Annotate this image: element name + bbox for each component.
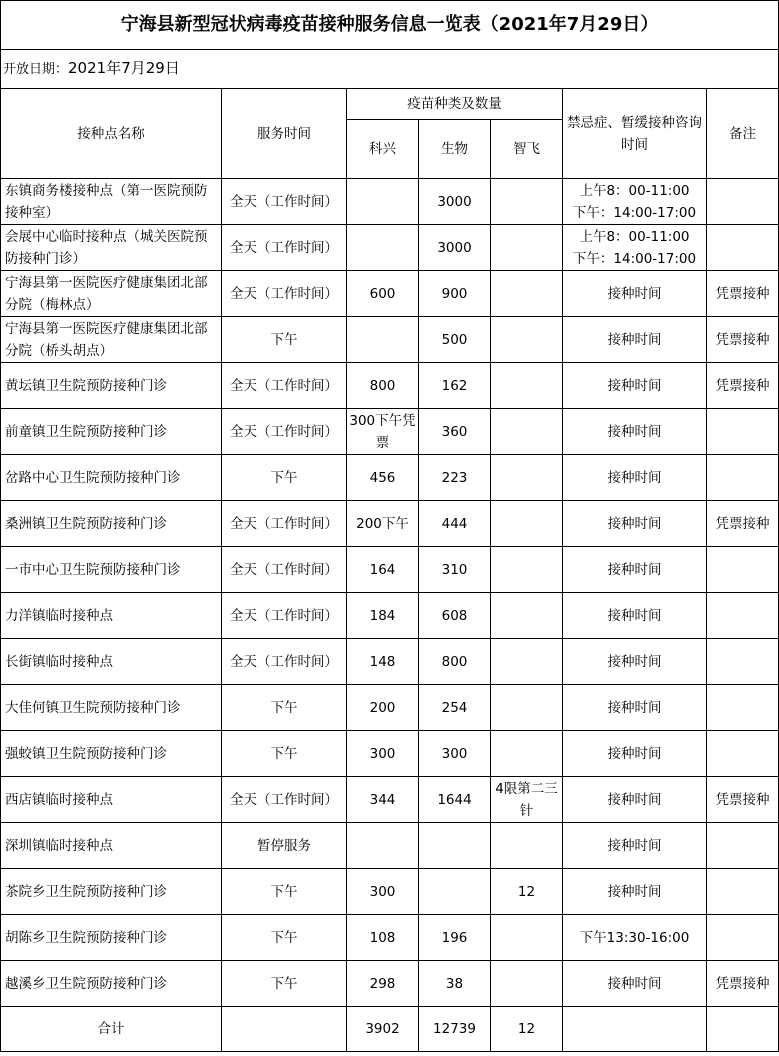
consult-time-cell: 接种时间: [563, 409, 707, 455]
service-hours-cell: 下午: [222, 685, 347, 731]
site-name-cell: 宁海县第一医院医疗健康集团北部分院（梅林点）: [1, 271, 222, 317]
header-hours: 服务时间: [222, 89, 347, 179]
table-row: [1, 179, 779, 225]
shengwu-count-cell: [419, 823, 491, 869]
consult-time-cell: 接种时间: [563, 961, 707, 1007]
kexing-count-cell: 600: [347, 271, 419, 317]
kexing-count-cell: 800: [347, 363, 419, 409]
consult-time-cell: 接种时间: [563, 547, 707, 593]
kexing-count-cell: 200: [347, 685, 419, 731]
service-hours-cell: 下午: [222, 915, 347, 961]
table-row: [1, 593, 779, 639]
consult-time-cell: 接种时间: [563, 317, 707, 363]
site-name-cell: 长街镇临时接种点: [1, 639, 222, 685]
kexing-count-cell: 300: [347, 731, 419, 777]
table-row: [1, 823, 779, 869]
shengwu-count-cell: 500: [419, 317, 491, 363]
consult-time-cell: 接种时间: [563, 731, 707, 777]
note-cell: [707, 823, 779, 869]
note-cell: 凭票接种: [707, 961, 779, 1007]
consult-time-cell: 接种时间: [563, 455, 707, 501]
service-hours-cell: 全天（工作时间）: [222, 271, 347, 317]
table-row: [1, 547, 779, 593]
shengwu-count-cell: 3000: [419, 225, 491, 271]
header-shengwu: 生物: [419, 120, 491, 179]
kexing-count-cell: 298: [347, 961, 419, 1007]
header-note: 备注: [707, 89, 779, 179]
shengwu-count-cell: 900: [419, 271, 491, 317]
site-name-cell: 茶院乡卫生院预防接种门诊: [1, 869, 222, 915]
zhifei-count-cell: [491, 225, 563, 271]
shengwu-count-cell: 444: [419, 501, 491, 547]
consult-time-cell: 接种时间: [563, 501, 707, 547]
shengwu-count-cell: 300: [419, 731, 491, 777]
total-consult: [563, 1007, 707, 1052]
note-cell: 凭票接种: [707, 363, 779, 409]
consult-time-cell: 接种时间: [563, 869, 707, 915]
service-hours-cell: 全天（工作时间）: [222, 547, 347, 593]
site-name-cell: 东镇商务楼接种点（第一医院预防接种室）: [1, 179, 222, 225]
header-kexing: 科兴: [347, 120, 419, 179]
shengwu-count-cell: 38: [419, 961, 491, 1007]
note-cell: 凭票接种: [707, 271, 779, 317]
shengwu-count-cell: 608: [419, 593, 491, 639]
consult-time-cell: 接种时间: [563, 363, 707, 409]
site-name-cell: 越溪乡卫生院预防接种门诊: [1, 961, 222, 1007]
consult-time-cell: 上午8：00-11:00 下午：14:00-17:00: [563, 179, 707, 225]
total-hours: [222, 1007, 347, 1052]
zhifei-count-cell: [491, 455, 563, 501]
consult-time-cell: 接种时间: [563, 271, 707, 317]
site-name-cell: 前童镇卫生院预防接种门诊: [1, 409, 222, 455]
page-title: 宁海县新型冠状病毒疫苗接种服务信息一览表（2021年7月29日）: [1, 1, 779, 50]
site-name-cell: 西店镇临时接种点: [1, 777, 222, 823]
total-zhifei: 12: [491, 1007, 563, 1052]
zhifei-count-cell: [491, 363, 563, 409]
note-cell: 凭票接种: [707, 317, 779, 363]
zhifei-count-cell: [491, 317, 563, 363]
shengwu-count-cell: 3000: [419, 179, 491, 225]
zhifei-count-cell: [491, 271, 563, 317]
open-date-row: [1, 50, 779, 89]
site-name-cell: 一市中心卫生院预防接种门诊: [1, 547, 222, 593]
shengwu-count-cell: 196: [419, 915, 491, 961]
consult-time-cell: 接种时间: [563, 593, 707, 639]
table-row: [1, 685, 779, 731]
zhifei-count-cell: [491, 685, 563, 731]
zhifei-count-cell: 12: [491, 869, 563, 915]
open-date-label: 开放日期：: [3, 62, 69, 77]
kexing-count-cell: [347, 317, 419, 363]
consult-time-cell: 接种时间: [563, 639, 707, 685]
kexing-count-cell: 300下午凭票: [347, 409, 419, 455]
service-hours-cell: 全天（工作时间）: [222, 409, 347, 455]
note-cell: 凭票接种: [707, 501, 779, 547]
table-row: [1, 639, 779, 685]
site-name-cell: 力洋镇临时接种点: [1, 593, 222, 639]
kexing-count-cell: [347, 823, 419, 869]
service-hours-cell: 全天（工作时间）: [222, 593, 347, 639]
kexing-count-cell: 344: [347, 777, 419, 823]
table-row: [1, 271, 779, 317]
site-name-cell: 胡陈乡卫生院预防接种门诊: [1, 915, 222, 961]
note-cell: [707, 593, 779, 639]
table-row: [1, 869, 779, 915]
zhifei-count-cell: 4限第二三针: [491, 777, 563, 823]
table-row: [1, 777, 779, 823]
shengwu-count-cell: [419, 869, 491, 915]
header-vaccine-group: 疫苗种类及数量: [347, 89, 563, 120]
site-name-cell: 会展中心临时接种点（城关医院预防接种门诊）: [1, 225, 222, 271]
total-shengwu: 12739: [419, 1007, 491, 1052]
zhifei-count-cell: [491, 179, 563, 225]
kexing-count-cell: [347, 225, 419, 271]
service-hours-cell: 全天（工作时间）: [222, 639, 347, 685]
note-cell: [707, 455, 779, 501]
service-hours-cell: 全天（工作时间）: [222, 363, 347, 409]
kexing-count-cell: 108: [347, 915, 419, 961]
consult-time-cell: 接种时间: [563, 777, 707, 823]
service-hours-cell: 下午: [222, 731, 347, 777]
table-row: [1, 409, 779, 455]
note-cell: [707, 179, 779, 225]
kexing-count-cell: 300: [347, 869, 419, 915]
consult-time-cell: 上午8：00-11:00 下午：14:00-17:00: [563, 225, 707, 271]
table-row: [1, 363, 779, 409]
zhifei-count-cell: [491, 547, 563, 593]
site-name-cell: 深圳镇临时接种点: [1, 823, 222, 869]
kexing-count-cell: 200下午: [347, 501, 419, 547]
zhifei-count-cell: [491, 731, 563, 777]
shengwu-count-cell: 310: [419, 547, 491, 593]
service-hours-cell: 暂停服务: [222, 823, 347, 869]
total-label: 合计: [1, 1007, 222, 1052]
zhifei-count-cell: [491, 501, 563, 547]
service-hours-cell: 下午: [222, 869, 347, 915]
shengwu-count-cell: 254: [419, 685, 491, 731]
shengwu-count-cell: 223: [419, 455, 491, 501]
service-hours-cell: 下午: [222, 455, 347, 501]
kexing-count-cell: 184: [347, 593, 419, 639]
consult-time-cell: 接种时间: [563, 685, 707, 731]
table-row: [1, 731, 779, 777]
total-note: [707, 1007, 779, 1052]
kexing-count-cell: 148: [347, 639, 419, 685]
zhifei-count-cell: [491, 823, 563, 869]
table-row: [1, 225, 779, 271]
open-date-value: 2021年7月29日: [68, 59, 180, 77]
service-hours-cell: 全天（工作时间）: [222, 225, 347, 271]
site-name-cell: 桑洲镇卫生院预防接种门诊: [1, 501, 222, 547]
site-name-cell: 大佳何镇卫生院预防接种门诊: [1, 685, 222, 731]
zhifei-count-cell: [491, 915, 563, 961]
header-site: 接种点名称: [1, 89, 222, 179]
header-zhifei: 智飞: [491, 120, 563, 179]
service-hours-cell: 全天（工作时间）: [222, 501, 347, 547]
shengwu-count-cell: 1644: [419, 777, 491, 823]
note-cell: [707, 225, 779, 271]
site-name-cell: 宁海县第一医院医疗健康集团北部分院（桥头胡点）: [1, 317, 222, 363]
note-cell: [707, 639, 779, 685]
table-row: [1, 501, 779, 547]
note-cell: 凭票接种: [707, 777, 779, 823]
kexing-count-cell: 164: [347, 547, 419, 593]
table-body: [1, 179, 779, 1007]
shengwu-count-cell: 360: [419, 409, 491, 455]
kexing-count-cell: 456: [347, 455, 419, 501]
kexing-count-cell: [347, 179, 419, 225]
service-hours-cell: 全天（工作时间）: [222, 179, 347, 225]
service-hours-cell: 全天（工作时间）: [222, 777, 347, 823]
header-consult: 禁忌症、暂缓接种咨询时间: [563, 89, 707, 179]
zhifei-count-cell: [491, 593, 563, 639]
total-kexing: 3902: [347, 1007, 419, 1052]
table-row: [1, 915, 779, 961]
note-cell: [707, 869, 779, 915]
shengwu-count-cell: 162: [419, 363, 491, 409]
site-name-cell: 岔路中心卫生院预防接种门诊: [1, 455, 222, 501]
site-name-cell: 黄坛镇卫生院预防接种门诊: [1, 363, 222, 409]
table-row: [1, 961, 779, 1007]
service-hours-cell: 下午: [222, 961, 347, 1007]
zhifei-count-cell: [491, 961, 563, 1007]
consult-time-cell: 下午13:30-16:00: [563, 915, 707, 961]
shengwu-count-cell: 800: [419, 639, 491, 685]
site-name-cell: 强蛟镇卫生院预防接种门诊: [1, 731, 222, 777]
service-hours-cell: 下午: [222, 317, 347, 363]
note-cell: [707, 915, 779, 961]
note-cell: [707, 731, 779, 777]
note-cell: [707, 685, 779, 731]
note-cell: [707, 409, 779, 455]
zhifei-count-cell: [491, 409, 563, 455]
consult-time-cell: 接种时间: [563, 823, 707, 869]
table-row: [1, 317, 779, 363]
note-cell: [707, 547, 779, 593]
table-row: [1, 455, 779, 501]
zhifei-count-cell: [491, 639, 563, 685]
